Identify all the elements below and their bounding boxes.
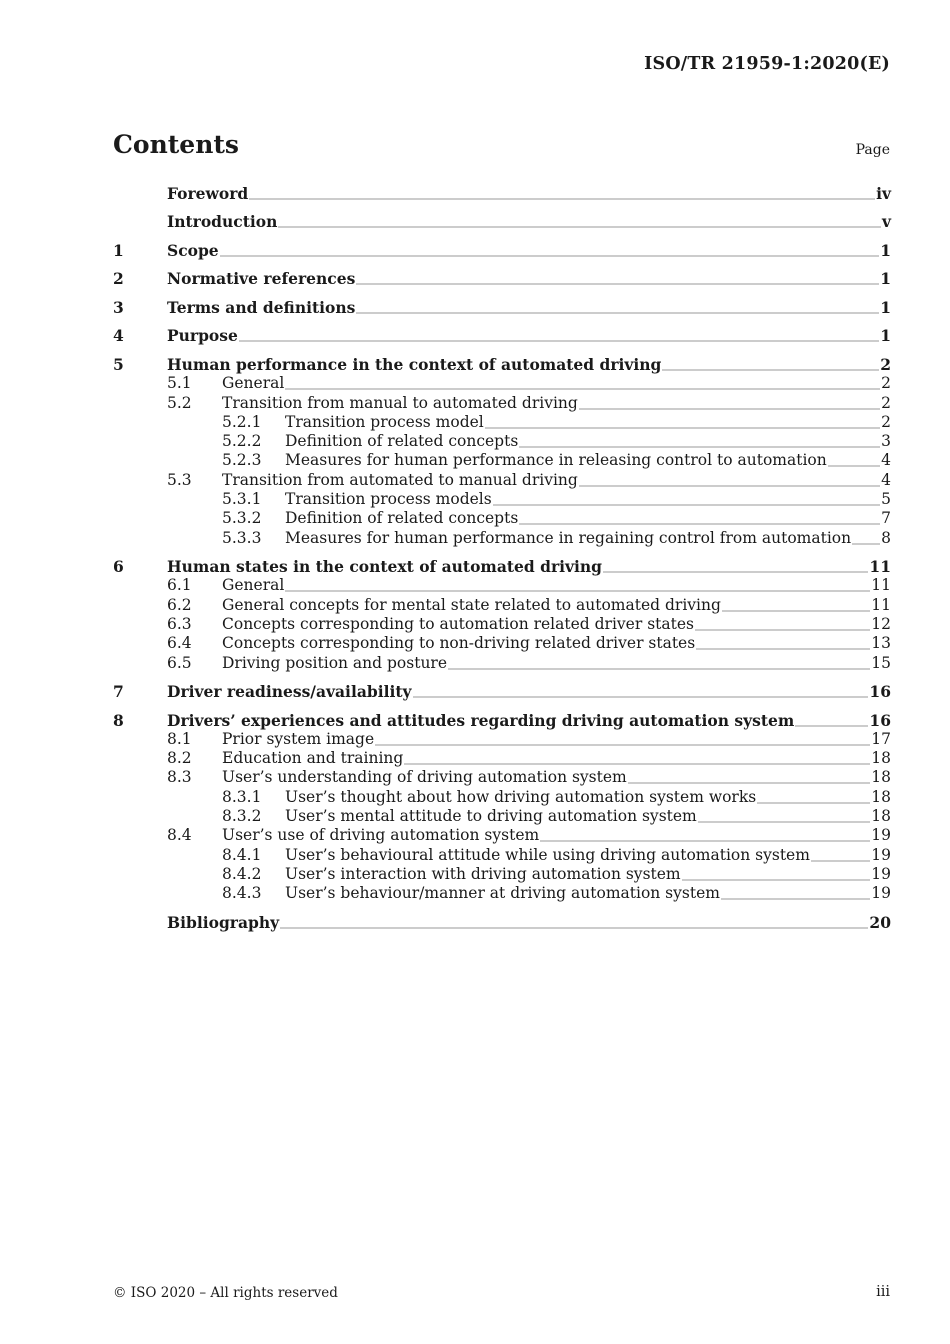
toc-entry[interactable] — [113, 326, 891, 345]
toc-entry-title: Foreword — [167, 184, 249, 203]
toc-entry-title: Definition of related concepts — [285, 509, 519, 528]
toc-dot-leader — [628, 768, 871, 787]
toc-entry-title: Human performance in the context of automated driving — [167, 354, 662, 374]
toc-entry-number: 6.3 — [167, 614, 192, 633]
copyright-notice: © ISO 2020 – All rights reserved — [113, 1285, 338, 1301]
toc-dot-leader — [220, 241, 880, 260]
toc-entry-title: Normative references — [167, 269, 356, 289]
toc-entry-number: 6.5 — [167, 653, 192, 672]
toc-entry-page: 19 — [871, 826, 891, 845]
toc-entry-page: 13 — [871, 634, 891, 653]
toc-dot-leader — [249, 184, 875, 203]
toc-entry-number: 6.4 — [167, 634, 192, 653]
toc-dot-leader — [852, 529, 880, 548]
toc-entry[interactable] — [113, 826, 891, 845]
toc-dot-leader — [579, 394, 880, 413]
toc-entry-title: User’s use of driving automation system — [222, 826, 540, 845]
toc-entry-page: 11 — [871, 576, 891, 595]
toc-entry[interactable] — [113, 212, 891, 231]
toc-entry-page: 19 — [871, 884, 891, 903]
toc-dot-leader — [448, 654, 870, 673]
toc-entry[interactable] — [113, 432, 891, 451]
toc-entry[interactable] — [113, 615, 891, 634]
toc-entry[interactable] — [113, 529, 891, 548]
toc-entry-page: iv — [876, 184, 891, 203]
toc-entry-page: 2 — [880, 354, 891, 374]
toc-entry[interactable] — [113, 241, 891, 260]
toc-entry-number: 5.3 — [167, 470, 192, 489]
toc-entry[interactable] — [113, 884, 891, 903]
toc-entry-number: 8.1 — [167, 729, 192, 748]
toc-entry[interactable] — [113, 768, 891, 787]
toc-dot-leader — [356, 269, 879, 288]
toc-entry[interactable] — [113, 184, 891, 203]
toc-entry-page: 1 — [880, 240, 891, 260]
toc-dot-leader — [413, 682, 869, 701]
toc-dot-leader — [285, 374, 880, 393]
table-of-contents — [113, 184, 891, 932]
toc-entry-page: 19 — [871, 864, 891, 883]
toc-entry-title: General concepts for mental state related to automated driving — [222, 595, 721, 614]
toc-entry-page: 11 — [871, 595, 891, 614]
toc-entry-page: 5 — [881, 489, 891, 508]
toc-entry-title: General — [222, 374, 285, 393]
toc-entry-title: Driver readiness/availability — [167, 682, 412, 702]
toc-entry-page: 2 — [881, 393, 891, 412]
toc-entry-title: Education and training — [222, 749, 404, 768]
toc-entry-number: 8.2 — [167, 749, 192, 768]
toc-entry-number: 1 — [113, 240, 124, 260]
toc-entry-number: 5.3.3 — [222, 528, 262, 547]
toc-entry[interactable] — [113, 557, 891, 576]
toc-entry-page: 18 — [871, 807, 891, 825]
toc-entry-page: 15 — [871, 653, 891, 672]
toc-entry[interactable] — [113, 355, 891, 374]
toc-entry[interactable] — [113, 730, 891, 749]
toc-entry-page: 3 — [881, 432, 891, 451]
toc-dot-leader — [662, 355, 879, 374]
toc-dot-leader — [603, 557, 868, 576]
toc-entry-number: 5.1 — [167, 374, 192, 393]
toc-entry[interactable] — [113, 654, 891, 673]
toc-entry[interactable] — [113, 490, 891, 509]
toc-entry-page: 18 — [871, 768, 891, 787]
toc-entry-title: Driving position and posture — [222, 653, 448, 672]
page-title: Contents — [113, 130, 240, 159]
toc-dot-leader — [695, 615, 870, 634]
toc-entry-page: 18 — [871, 749, 891, 768]
toc-entry-page: 17 — [871, 729, 891, 748]
toc-dot-leader — [696, 634, 870, 653]
toc-entry-number: 6.2 — [167, 595, 192, 614]
toc-entry-number: 8.4.2 — [222, 864, 262, 883]
toc-entry-number: 8 — [113, 710, 124, 730]
toc-entry-page: 1 — [880, 326, 891, 346]
toc-dot-leader — [404, 749, 870, 768]
toc-dot-leader — [493, 490, 880, 509]
toc-dot-leader — [579, 471, 880, 490]
toc-entry[interactable] — [113, 846, 891, 865]
toc-entry-number: 2 — [113, 269, 124, 289]
toc-entry[interactable] — [113, 682, 891, 701]
toc-entry-page: 2 — [881, 412, 891, 431]
toc-entry-title: Human states in the context of automated driving — [167, 557, 603, 577]
toc-entry-title: Transition from automated to manual driving — [222, 470, 578, 489]
toc-entry-number: 4 — [113, 326, 124, 346]
toc-entry-page: 16 — [869, 682, 891, 702]
toc-dot-leader — [519, 509, 880, 528]
page-column-label: Page — [855, 142, 890, 158]
toc-entry-number: 5.2 — [167, 393, 192, 412]
toc-dot-leader — [698, 807, 871, 826]
toc-entry-title: Transition from manual to automated driving — [222, 393, 578, 412]
toc-entry-title: Scope — [167, 240, 219, 260]
toc-entry-number: 6.1 — [167, 576, 192, 595]
toc-entry-page: 7 — [881, 509, 891, 528]
toc-entry[interactable] — [113, 634, 891, 653]
toc-dot-leader — [519, 432, 880, 451]
toc-entry[interactable] — [113, 269, 891, 288]
toc-entry-title: Concepts corresponding to non-driving related driver states — [222, 634, 696, 653]
toc-entry-title: User’s behaviour/manner at driving automation system — [285, 884, 720, 903]
toc-dot-leader — [682, 865, 871, 884]
toc-entry[interactable] — [113, 576, 891, 595]
toc-entry-title: Drivers’ experiences and attitudes regarding driving automation system — [167, 710, 795, 730]
toc-entry-title: Definition of related concepts — [285, 432, 519, 451]
toc-entry[interactable] — [113, 394, 891, 413]
toc-entry-title: Terms and definitions — [167, 297, 356, 317]
toc-entry-number: 6 — [113, 557, 124, 577]
toc-entry[interactable] — [113, 807, 891, 826]
toc-entry-number: 8.4 — [167, 826, 192, 845]
toc-entry[interactable] — [113, 509, 891, 528]
toc-dot-leader — [375, 730, 870, 749]
toc-dot-leader — [540, 826, 870, 845]
toc-dot-leader — [811, 846, 870, 865]
toc-dot-leader — [280, 913, 868, 932]
toc-dot-leader — [757, 788, 870, 807]
toc-entry-title: Introduction — [167, 212, 278, 232]
toc-entry[interactable] — [113, 711, 891, 730]
toc-entry-title: Measures for human performance in regaining control from automation — [285, 528, 852, 547]
toc-dot-leader — [721, 884, 870, 903]
toc-entry-number: 5.3.1 — [222, 489, 262, 508]
toc-entry-page: 19 — [871, 845, 891, 864]
toc-dot-leader — [485, 413, 880, 432]
page-number: iii — [876, 1284, 890, 1300]
toc-entry-page: 16 — [869, 710, 891, 730]
toc-entry[interactable] — [113, 298, 891, 317]
toc-entry[interactable] — [113, 451, 891, 470]
toc-entry-title: Concepts corresponding to automation related driver states — [222, 614, 694, 633]
toc-entry-title: User’s mental attitude to driving automation system — [285, 807, 697, 825]
toc-entry-title: User’s interaction with driving automation system — [285, 864, 681, 883]
toc-dot-leader — [795, 711, 868, 730]
toc-entry-number: 8.3 — [167, 768, 192, 787]
toc-entry[interactable] — [113, 865, 891, 884]
toc-entry-page: 4 — [881, 470, 891, 489]
toc-entry-page: 18 — [871, 787, 891, 806]
toc-entry-number: 8.4.1 — [222, 845, 262, 864]
toc-entry[interactable] — [113, 596, 891, 615]
toc-entry-page: 1 — [880, 297, 891, 317]
toc-entry-page: 20 — [869, 912, 891, 932]
toc-entry-title: Bibliography — [167, 912, 280, 932]
toc-entry-number: 5.3.2 — [222, 509, 262, 528]
toc-entry-number: 3 — [113, 297, 124, 317]
toc-entry-number: 7 — [113, 682, 124, 702]
toc-dot-leader — [239, 326, 879, 345]
toc-dot-leader — [285, 576, 870, 595]
toc-entry-page: v — [881, 212, 891, 232]
toc-entry-title: User’s behavioural attitude while using driving automation system — [285, 845, 810, 864]
toc-entry-number: 5.2.1 — [222, 412, 262, 431]
toc-entry-title: Transition process models — [285, 489, 492, 508]
toc-entry-number: 5.2.3 — [222, 451, 262, 470]
toc-entry[interactable] — [113, 374, 891, 393]
toc-entry-title: Purpose — [167, 326, 238, 346]
toc-entry-number: 8.4.3 — [222, 884, 262, 903]
toc-dot-leader — [356, 298, 879, 317]
toc-entry-page: 1 — [880, 269, 891, 289]
toc-entry-number: 8.3.1 — [222, 787, 262, 806]
toc-entry[interactable] — [113, 471, 891, 490]
toc-entry[interactable] — [113, 788, 891, 807]
document-id-header: ISO/TR 21959-1:2020(E) — [644, 54, 890, 74]
toc-entry-number: 5.2.2 — [222, 432, 262, 451]
toc-dot-leader — [722, 596, 870, 615]
toc-entry-title: User’s thought about how driving automation system works — [285, 787, 757, 806]
toc-entry-title: Measures for human performance in releasing control to automation — [285, 451, 827, 470]
toc-entry-page: 2 — [881, 374, 891, 393]
toc-entry-number: 5 — [113, 354, 124, 374]
toc-entry-page: 4 — [881, 451, 891, 470]
toc-dot-leader — [278, 212, 881, 231]
toc-entry[interactable] — [113, 913, 891, 932]
toc-entry[interactable] — [113, 749, 891, 768]
toc-entry-title: General — [222, 576, 285, 595]
toc-entry-page: 11 — [869, 557, 891, 577]
toc-entry-title: Prior system image — [222, 729, 375, 748]
toc-entry-title: User’s understanding of driving automation system — [222, 768, 627, 787]
toc-entry-number: 8.3.2 — [222, 807, 262, 825]
toc-dot-leader — [828, 451, 880, 470]
toc-entry-page: 12 — [871, 614, 891, 633]
toc-entry[interactable] — [113, 413, 891, 432]
toc-entry-page: 8 — [881, 528, 891, 547]
toc-entry-title: Transition process model — [285, 412, 484, 431]
